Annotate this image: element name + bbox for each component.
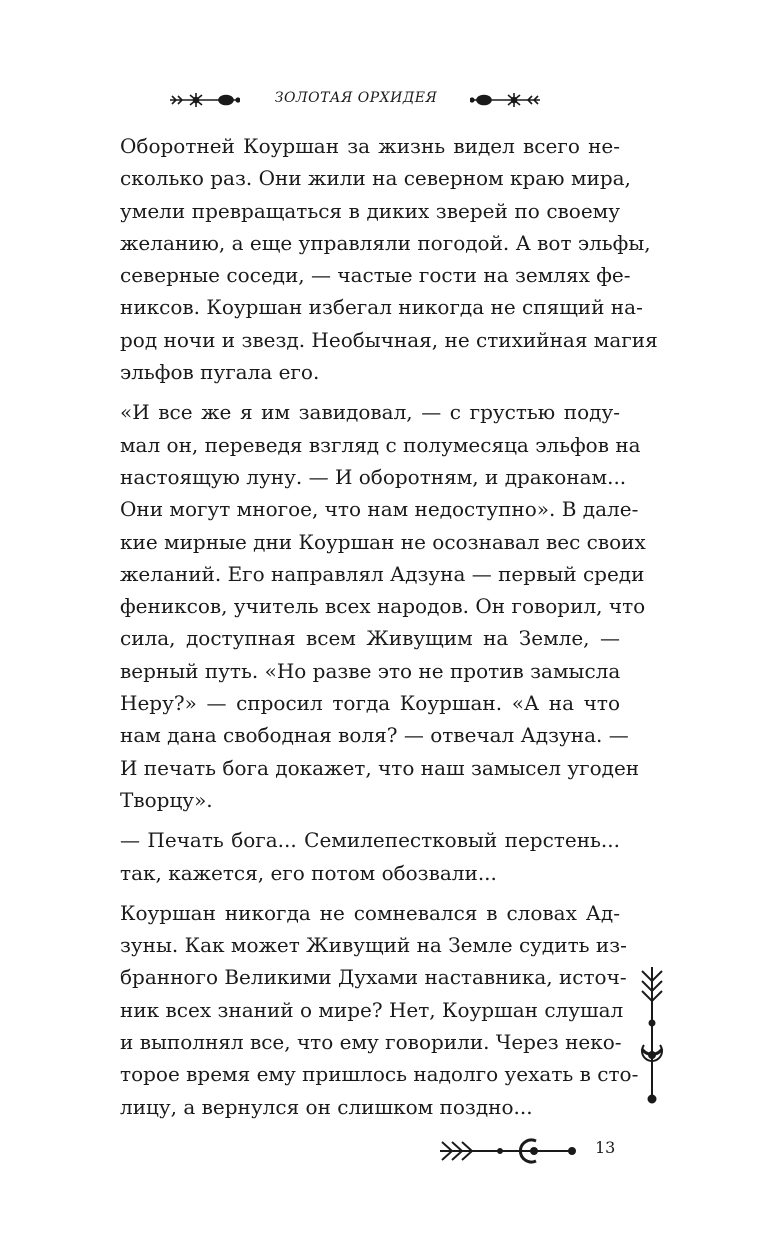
text-line: мал он, переведя взгляд с полумесяца эльфов на	[120, 432, 641, 457]
paragraph	[120, 130, 658, 388]
text-line: сколько раз. Они жили на северном краю мира,	[120, 166, 631, 191]
text-line: ник всех знаний о мире? Нет, Коуршан слушал	[120, 997, 624, 1022]
paragraph	[120, 824, 620, 889]
text-line: «И все же я им завидовал, — с грустью поду-	[120, 400, 620, 425]
text-line: торое время ему пришлось надолго уехать в сто-	[120, 1062, 639, 1087]
body-text	[120, 130, 658, 1131]
text-line: фениксов, учитель всех народов. Он говорил, что	[120, 594, 646, 619]
running-header	[0, 88, 768, 112]
text-line: нам дана свободная воля? — отвечал Адзуна. —	[120, 723, 629, 748]
text-line: Творцу».	[120, 787, 213, 812]
arrow-moon-vertical-ornament-icon	[632, 965, 672, 1105]
text-line: лицу, а вернулся он слишком поздно...	[120, 1094, 533, 1119]
text-line: никсов. Коуршан избегал никогда не спящий на-	[120, 295, 643, 320]
text-line: Коуршан никогда не сомневался в словах Ад-	[120, 900, 620, 925]
text-line: желанию, а еще управляли погодой. А вот эльфы,	[120, 230, 651, 255]
text-line: — Печать бога... Семилепестковый перстень...	[120, 828, 620, 853]
text-line: желаний. Его направлял Адзуна — первый среди	[120, 561, 645, 586]
text-line: И печать бога докажет, что наш замысел угоден	[120, 755, 640, 780]
text-line: эльфов пугала его.	[120, 360, 320, 385]
text-line: настоящую луну. — И оборотням, и драконам...	[120, 464, 627, 489]
text-line: верный путь. «Но разве это не против замысла	[120, 658, 621, 683]
paragraph	[120, 396, 646, 816]
arrow-star-ornament-icon	[470, 90, 542, 110]
text-line: так, кажется, его потом обозвали...	[120, 860, 497, 885]
running-title: ЗОЛОТАЯ ОРХИДЕЯ	[274, 90, 438, 106]
text-line: Оборотней Коуршан за жизнь видел всего не-	[120, 134, 620, 158]
text-line: зуны. Как может Живущий на Земле судить из-	[120, 933, 627, 958]
page-number: 13	[595, 1138, 616, 1157]
arrow-star-ornament-icon	[168, 90, 240, 110]
text-line: и выполнял все, что ему говорили. Через неко-	[120, 1030, 622, 1055]
arrow-moon-horizontal-ornament-icon	[438, 1136, 578, 1166]
paragraph	[120, 897, 639, 1123]
text-line: Они могут многое, что нам недоступно». В дале-	[120, 497, 639, 522]
text-line: умели превращаться в диких зверей по своему	[120, 198, 620, 223]
text-line: бранного Великими Духами наставника, источ-	[120, 965, 627, 990]
text-line: северные соседи, — частые гости на землях фе-	[120, 263, 631, 288]
text-line: Неру?» — спросил тогда Коуршан. «А на что	[120, 691, 620, 716]
text-line: род ночи и звезд. Необычная, не стихийная магия	[120, 327, 658, 352]
text-line: сила, доступная всем Живущим на Земле, —	[120, 626, 620, 651]
text-line: кие мирные дни Коуршан не осознавал вес своих	[120, 529, 646, 554]
